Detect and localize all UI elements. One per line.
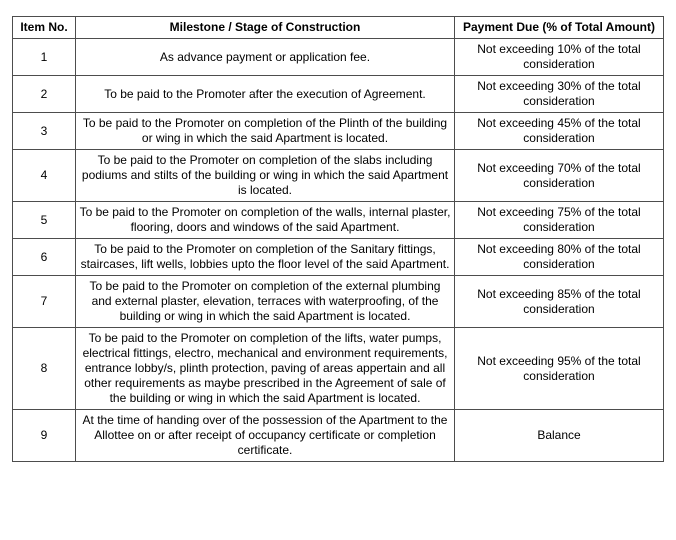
payment-due-cell: Not exceeding 30% of the total consideration (455, 76, 664, 113)
item-no-cell: 1 (13, 39, 76, 76)
milestone-cell: To be paid to the Promoter on completion of the walls, internal plaster, flooring, doors and windows of the said Apartment. (76, 202, 455, 239)
table-row (13, 150, 664, 202)
milestone-cell: To be paid to the Promoter on completion of the slabs including podiums and stilts of the building or wing in which the said Apartment is located. (76, 150, 455, 202)
item-no-cell: 2 (13, 76, 76, 113)
item-no-cell: 8 (13, 328, 76, 410)
payment-due-cell: Not exceeding 10% of the total consideration (455, 39, 664, 76)
item-no-cell: 5 (13, 202, 76, 239)
milestone-cell: At the time of handing over of the possession of the Apartment to the Allottee on or after receipt of occupancy certificate or completion certificate. (76, 410, 455, 462)
payment-due-cell: Not exceeding 70% of the total consideration (455, 150, 664, 202)
milestone-cell: As advance payment or application fee. (76, 39, 455, 76)
header-row (13, 17, 664, 39)
milestone-cell: To be paid to the Promoter on completion of the Sanitary fittings, staircases, lift wells, lobbies upto the floor level of the said Apartment. (76, 239, 455, 276)
table-row (13, 328, 664, 410)
payment-due-cell: Not exceeding 80% of the total consideration (455, 239, 664, 276)
table-row (13, 202, 664, 239)
item-no-cell: 3 (13, 113, 76, 150)
table-row (13, 276, 664, 328)
payment-due-cell: Balance (455, 410, 664, 462)
header-milestone: Milestone / Stage of Construction (76, 17, 455, 39)
item-no-cell: 6 (13, 239, 76, 276)
payment-due-cell: Not exceeding 95% of the total consideration (455, 328, 664, 410)
header-item-no: Item No. (13, 17, 76, 39)
table-body (13, 39, 664, 462)
table-row (13, 76, 664, 113)
milestone-cell: To be paid to the Promoter on completion of the external plumbing and external plaster, elevation, terraces with waterproofing, of the building or wing in which the said Apartment is located. (76, 276, 455, 328)
header-payment-due: Payment Due (% of Total Amount) (455, 17, 664, 39)
payment-due-cell: Not exceeding 45% of the total consideration (455, 113, 664, 150)
item-no-cell: 4 (13, 150, 76, 202)
milestone-cell: To be paid to the Promoter after the execution of Agreement. (76, 76, 455, 113)
payment-schedule-table (12, 16, 664, 462)
milestone-cell: To be paid to the Promoter on completion of the lifts, water pumps, electrical fittings, electro, mechanical and environment requirements, entrance lobby/s, plinth protection, paving of areas appertain and all other requirements as maybe prescribed in the Agreement of sale of the building or wing in which the said Apartment is located. (76, 328, 455, 410)
table-row (13, 113, 664, 150)
milestone-cell: To be paid to the Promoter on completion of the Plinth of the building or wing in which the said Apartment is located. (76, 113, 455, 150)
item-no-cell: 9 (13, 410, 76, 462)
table-row (13, 39, 664, 76)
table-row (13, 410, 664, 462)
payment-due-cell: Not exceeding 75% of the total consideration (455, 202, 664, 239)
payment-due-cell: Not exceeding 85% of the total consideration (455, 276, 664, 328)
table-row (13, 239, 664, 276)
item-no-cell: 7 (13, 276, 76, 328)
